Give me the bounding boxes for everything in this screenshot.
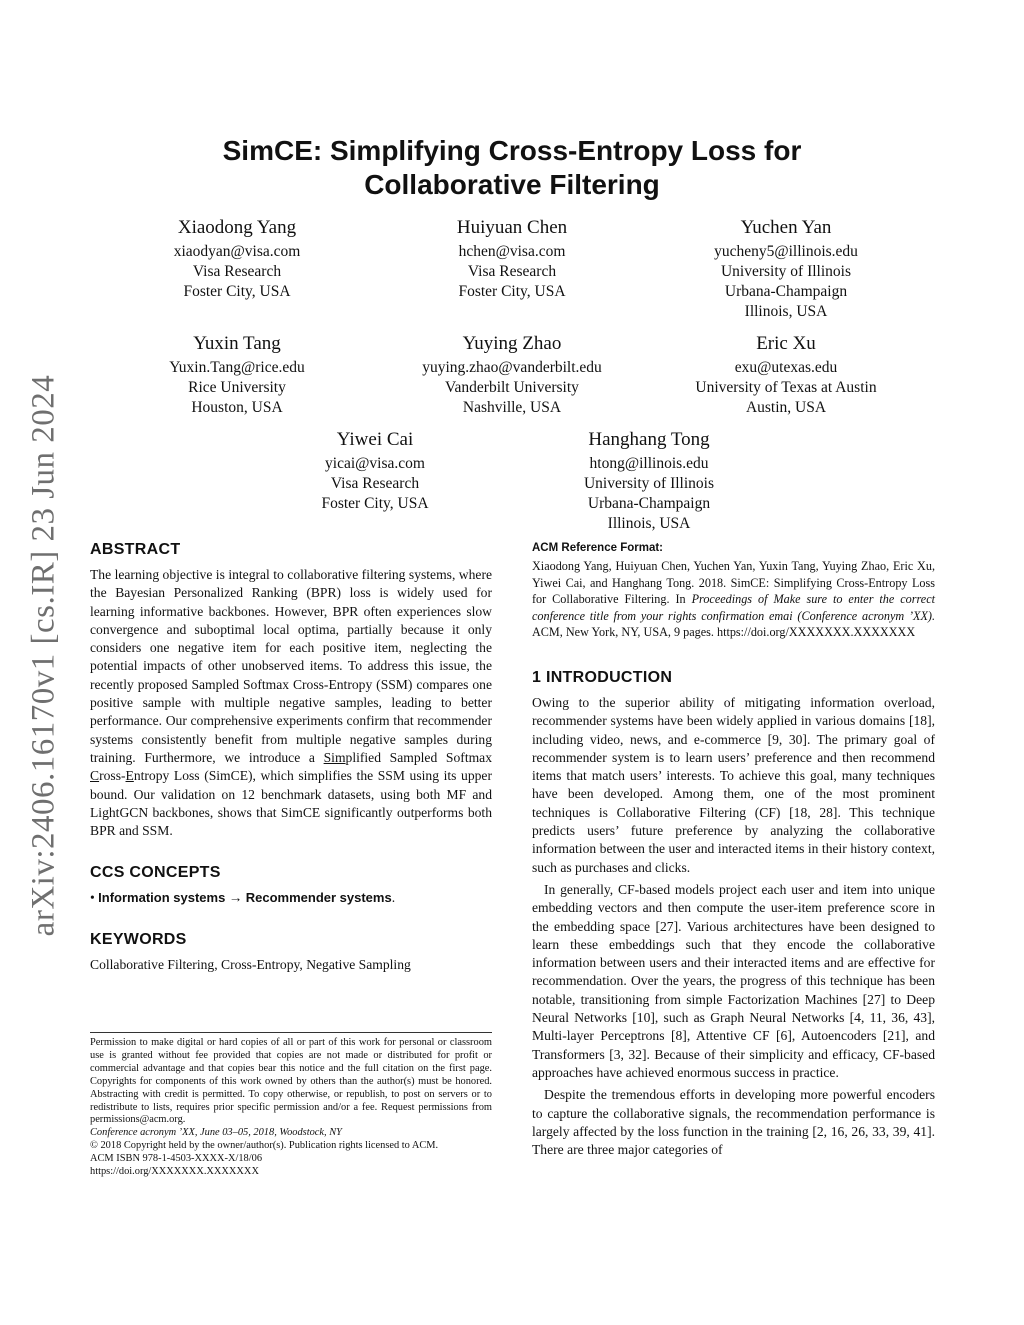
intro-paragraph-1: Owing to the superior ability of mitigating information overload, recommender systems have been widely applied in various domains [18], including video, news, and e-commerce [9, 30]. The primary goal of recommender system is to learn users’ preference and then recommend items that match users’ interests. To achieve this goal, many techniques have been developed. Among them, one of the most prominent techniques is Collaborative Filtering (CF) [18, 28]. This technique predicts users’ future preference by analyzing the collaborative information between the user and interacted items in their history context, such as purchases and clicks. xyxy=(532,694,935,875)
ccs-arrow: → xyxy=(228,890,243,906)
author-email: htong@illinois.edu xyxy=(589,455,709,472)
author-name: Yuchen Yan xyxy=(740,217,832,238)
author-affiliation: Vanderbilt University xyxy=(445,379,579,396)
conference-info: Conference acronym ’XX, June 03–05, 2018, Woodstock, NY xyxy=(90,1127,342,1139)
author-email: yicai@visa.com xyxy=(325,455,425,472)
ccs-heading: CCS CONCEPTS xyxy=(90,864,221,882)
author-location: Illinois, USA xyxy=(607,515,691,532)
author-block xyxy=(382,216,642,302)
author-affiliation-campus: Urbana-Champaign xyxy=(587,495,711,512)
author-block xyxy=(245,428,505,514)
author-block xyxy=(382,332,642,418)
author-email: Yuxin.Tang@rice.edu xyxy=(169,359,305,376)
author-affiliation: University of Texas at Austin xyxy=(695,379,877,396)
isbn-line: ACM ISBN 978-1-4503-XXXX-X/18/06 xyxy=(90,1153,263,1165)
author-name: Hanghang Tong xyxy=(588,429,710,450)
author-block xyxy=(656,216,916,322)
author-location: Foster City, USA xyxy=(183,283,291,300)
paper-title xyxy=(150,134,874,202)
author-block xyxy=(107,332,367,418)
title-line-2: Collaborative Filtering xyxy=(364,169,660,200)
left-column xyxy=(90,540,492,974)
author-name: Yuying Zhao xyxy=(462,333,562,354)
author-affiliation: Rice University xyxy=(188,379,286,396)
ccs-bullet: • xyxy=(90,890,95,906)
author-location: Nashville, USA xyxy=(462,399,562,416)
author-block xyxy=(107,216,367,302)
author-email: xiaodyan@visa.com xyxy=(173,243,301,260)
abstract-text xyxy=(90,566,492,840)
author-email: yucheny5@illinois.edu xyxy=(714,243,858,260)
author-block xyxy=(519,428,779,534)
copyright-line: © 2018 Copyright held by the owner/author(s). Publication rights licensed to ACM. xyxy=(90,1140,439,1152)
reference-format-text xyxy=(532,558,935,641)
author-affiliation: University of Illinois xyxy=(583,475,715,492)
author-affiliation: University of Illinois xyxy=(720,263,852,280)
reference-part-2: ACM, New York, NY, USA, 9 pages. https://doi.org/XXXXXXX.XXXXXXX xyxy=(532,625,916,640)
abstract-part-1: The learning objective is integral to collaborative filtering systems, where the Bayesian Personalized Ranking (BPR) loss is widely used for learning informative backbones. However, BPR often experiences slow convergence and suboptimal local optima, partially because it only considers one negative item for each positive item, neglecting the potential impacts of other unobserved items. To address this issue, the recently proposed Sampled Softmax Cross-Entropy (SSM) compares one positive sample with multiple negative samples, leading to better performance. Our comprehensive experiments confirm that recommender systems consistently benefit from multiple negative samples during training. Furthermore, we introduce a xyxy=(90,567,492,765)
ccs-concepts-line xyxy=(90,889,492,907)
abstract-ross: ross- xyxy=(99,768,126,784)
abstract-plified: plified Sampled Softmax xyxy=(345,749,492,765)
author-name: Eric Xu xyxy=(756,333,816,354)
author-email: yuying.zhao@vanderbilt.edu xyxy=(422,359,602,376)
author-block xyxy=(656,332,916,418)
doi-link[interactable]: https://doi.org/XXXXXXX.XXXXXXX xyxy=(90,1166,259,1178)
author-affiliation-campus: Urbana-Champaign xyxy=(724,283,848,300)
keywords-heading: KEYWORDS xyxy=(90,931,187,949)
abstract-sim-underlined: Sim xyxy=(323,749,346,765)
abstract-heading: ABSTRACT xyxy=(90,541,181,558)
arxiv-identifier: arXiv:2406.16170v1 [cs.IR] 23 Jun 2024 xyxy=(25,374,62,936)
intro-paragraph-2: In generally, CF-based models project each user and item into unique embedding vectors and then compute the user-item preference score in the embedding space [27]. Various architectures have been designed to learn these embeddings such that they encode the collaborative information between users and their interacted items and are effective for recommendation. Over the years, the progress of this technique has been notable, transitioning from simple Factorization Machines [27] to Deep Neural Networks [10], such as Graph Neural Networks [4, 11, 36, 43], Multi-layer Perceptrons [8], Attentive CF [6], Autoencoders [21], and Transformers [3, 32]. Because of their simplicity and efficacy, CF-based approaches have achieved enormous success in practice. xyxy=(532,881,935,1080)
ccs-item-information-systems: Information systems xyxy=(98,890,226,906)
introduction-heading: 1 INTRODUCTION xyxy=(532,668,673,686)
author-affiliation: Visa Research xyxy=(192,263,282,280)
author-name: Xiaodong Yang xyxy=(177,217,297,238)
author-affiliation: Visa Research xyxy=(467,263,557,280)
arxiv-side-label xyxy=(22,370,66,940)
ccs-end-period: . xyxy=(391,890,396,906)
author-location: Austin, USA xyxy=(745,399,827,416)
footnote-divider xyxy=(90,1032,492,1033)
author-affiliation: Visa Research xyxy=(330,475,420,492)
author-email: hchen@visa.com xyxy=(458,243,566,260)
author-name: Yuxin Tang xyxy=(193,333,281,354)
author-location: Houston, USA xyxy=(191,399,283,416)
title-line-1: SimCE: Simplifying Cross-Entropy Loss for xyxy=(222,135,802,166)
author-email: exu@utexas.edu xyxy=(734,359,838,376)
reference-format-heading: ACM Reference Format: xyxy=(532,542,663,554)
abstract-part-2: ntropy Loss (SimCE), which simplifies the SSM using its upper bound. Our validation on 12 benchmark datasets, using both MF and LightGCN backbones, shows that SimCE significantly outperforms both BPR and SSM. xyxy=(90,768,492,839)
footnote-block xyxy=(90,1037,492,1179)
author-name: Huiyuan Chen xyxy=(456,217,568,238)
ccs-item-recommender-systems: Recommender systems xyxy=(245,890,392,906)
right-column xyxy=(532,540,935,1159)
keywords-text: Collaborative Filtering, Cross-Entropy, Negative Sampling xyxy=(90,957,411,973)
author-location: Illinois, USA xyxy=(744,303,828,320)
abstract-e-underlined: E xyxy=(125,768,134,784)
reference-part-1: Xiaodong Yang, Huiyuan Chen, Yuchen Yan, Yuxin Tang, Yuying Zhao, Eric Xu, Yiwei Cai, and Hanghang Tong. 2018. SimCE: Simplifying Cross-Entropy Loss for Collaborative Filtering. In xyxy=(532,559,935,607)
author-name: Yiwei Cai xyxy=(336,429,414,450)
reference-proceedings: Proceedings of Make sure to enter the correct conference title from your rights confirmation emai (Conference acronym ’XX). xyxy=(532,592,935,623)
permission-notice: Permission to make digital or hard copies of all or part of this work for personal or classroom use is granted without fee provided that copies are not made or distributed for profit or commercial advantage and that copies bear this notice and the full citation on the first page. Copyrights for components of this work owned by others than the author(s) must be honored. Abstracting with credit is permitted. To copy otherwise, or republish, to post on servers or to redistribute to lists, requires prior specific permission and/or a fee. Request permissions from permissions@acm.org. xyxy=(90,1037,492,1126)
abstract-c-underlined: C xyxy=(90,768,100,784)
intro-paragraph-3: Despite the tremendous efforts in developing more powerful encoders to capture the collaborative signals, the recommendation performance is largely affected by the loss function in the training [2, 16, 26, 33, 39, 41]. There are three major categories of xyxy=(532,1087,935,1158)
author-location: Foster City, USA xyxy=(458,283,566,300)
author-location: Foster City, USA xyxy=(321,495,429,512)
